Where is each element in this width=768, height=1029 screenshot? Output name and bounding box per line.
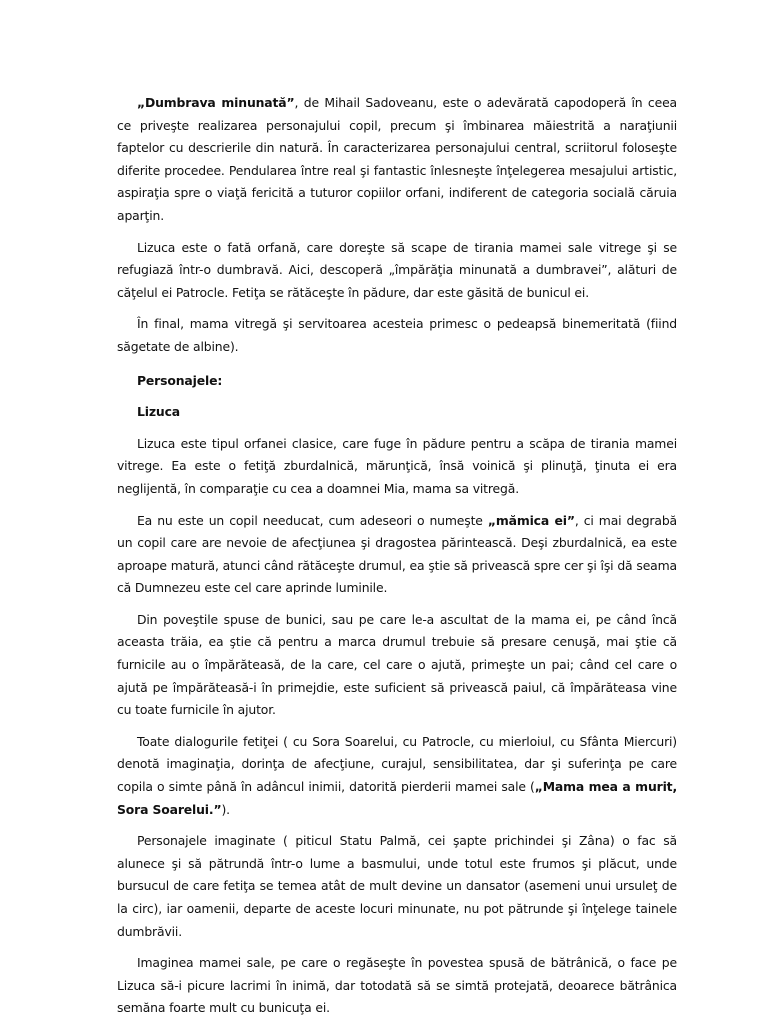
book-title: „Dumbrava minunată” (137, 95, 295, 110)
mother-image-paragraph: Imaginea mamei sale, pe care o regăseşte în povestea spusă de bătrânică, o face pe Lizuca să-i picure lacrimi în inimă, dar totodată să se simtă protejată, deoarece bătrânica semăna foarte mult cu bunicuţa ei. (117, 955, 677, 1016)
quote-mama: „Mama mea a murit, Sora Soarelui.” (117, 779, 677, 817)
summary-paragraph: Lizuca este o fată orfană, care doreşte să scape de tirania mamei sale vitrege şi se refugiază într-o dumbravă. Aici, descoperă „împărăţia minunată a dumbravei”, alături de căţelul ei Patrocle. Fetiţa se rătăceşte în pădure, dar este găsită de bunicul ei. (117, 239, 677, 300)
stories-paragraph: Din poveştile spuse de bunici, sau pe care le-a ascultat de la mama ei, pe când încă aceasta trăia, ea ştie că pentru a marca drumul trebuie să presare cenuşă, mai ştie că furnicile au o împărăteasă, de la care, cel care o ajută, primeşte un pai; când cel care o ajută pe împărăteasă-i în primejdie, este suficient să privească paiul, că împărăteasa vine cu toate furnicile în ajutor. (117, 611, 677, 718)
lizuca-character-paragraph: Ea nu este un copil needucat, cum adeseori o numeşte „mămica ei”, ci mai degrabă un copil care are nevoie de afecţiunea şi dragostea părintească. Deşi zburdalnică, ea este aproape matură, atunci când rătăceşte drumul, ea ştie să privească spre cer şi îşi dă seama că Dumnezeu este cel care aprinde luminile. (117, 512, 677, 596)
imaginary-characters-paragraph: Personajele imaginate ( piticul Statu Palmă, cei şapte prichindei şi Zâna) o fac să alunece şi să pătrundă într-o lume a basmului, unde totul este frumos şi plăcut, unde bursucul de care fetiţa se temea atât de mult devine un dansator (asemeni unui ursuleţ de la circ), iar oamenii, departe de aceste locuri minunate, nu pot pătrunde şi înţelege tainele dumbrăvii. (117, 833, 677, 939)
intro-text: , de Mihail Sadoveanu, este o adevărată capodoperă în ceea ce priveşte realizarea personajului copil, precum şi îmbinarea măiestrită a naraţiunii faptelor cu descrierile din natură. În caracterizarea personajului central, scriitorul foloseşte diferite procedee. Pendularea între real şi fantastic înlesneşte înţelegerea mesajului artistic, aspiraţia spre o viaţă fericită a tuturor copiilor orfani, indiferent de categoria socială căruia aparţin. (117, 95, 677, 223)
intro-paragraph (117, 92, 677, 228)
lizuca-heading: Lizuca (137, 404, 180, 420)
quote-mamica: „mămica ei” (487, 512, 575, 528)
lizuca-description-paragraph: Lizuca este tipul orfanei clasice, care fuge în pădure pentru a scăpa de tirania mamei vitrege. Ea este o fetiţă zburdalnică, mărunţică, însă voinică şi plinuţă, ţinuta ei era neglijentă, în comparaţie cu cea a doamnei Mia, mama sa vitregă. (117, 435, 677, 496)
document-body (117, 92, 677, 1029)
characters-heading: Personajele: (137, 372, 223, 388)
dialogues-paragraph: Toate dialogurile fetiţei ( cu Sora Soarelui, cu Patrocle, cu mierloiul, cu Sfânta Miercuri) denotă imaginaţia, dorinţa de afecţiune, curajul, sensibilitatea, dar şi suferinţa pe care copila o simte până în adâncul inimii, datorită pierderii mamei sale („Mama mea a murit, Sora Soarelui.”). (117, 733, 677, 817)
ending-paragraph: În final, mama vitregă şi servitoarea acesteia primesc o pedeapsă binemeritată (fiind săgetate de albine). (117, 316, 677, 354)
